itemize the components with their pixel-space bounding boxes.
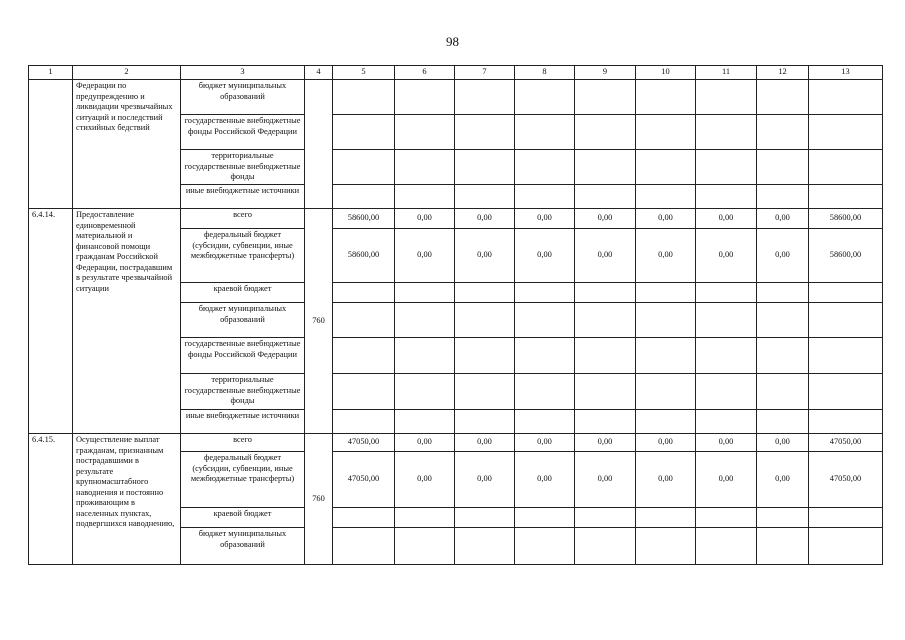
funding-source: государственные внебюджетные фонды Российской Федерации [181, 338, 305, 374]
funding-source: бюджет муниципальных образований [181, 80, 305, 115]
funding-source: территориальные государственные внебюджетные фонды [181, 374, 305, 410]
value-cell: 0,00 [395, 434, 455, 452]
column-header: 13 [809, 66, 883, 80]
funding-source: всего [181, 209, 305, 229]
column-header: 10 [636, 66, 696, 80]
column-header: 6 [395, 66, 455, 80]
column-header: 2 [73, 66, 181, 80]
value-cell: 0,00 [636, 434, 696, 452]
value-cell: 58600,00 [333, 229, 395, 283]
value-cell: 0,00 [757, 209, 809, 229]
funding-source: краевой бюджет [181, 283, 305, 303]
item-number-cell [29, 80, 73, 209]
value-cell: 0,00 [575, 434, 636, 452]
funding-source: иные внебюджетные источники [181, 410, 305, 434]
table-row [29, 80, 883, 115]
code-cell: 760 [305, 434, 333, 565]
value-cell: 0,00 [757, 452, 809, 508]
code-cell [305, 80, 333, 209]
value-cell: 0,00 [395, 452, 455, 508]
value-cell: 0,00 [455, 209, 515, 229]
value-cell: 0,00 [575, 229, 636, 283]
column-header: 9 [575, 66, 636, 80]
item-description: Предоставление единовременной материальной и финансовой помощи гражданам Российской Федерации, пострадавшим в результате чрезвычайной ситуации [73, 209, 181, 434]
value-cell: 0,00 [696, 452, 757, 508]
column-number-row [29, 66, 883, 80]
column-header: 8 [515, 66, 575, 80]
value-cell: 0,00 [636, 209, 696, 229]
value-cell: 58600,00 [809, 229, 883, 283]
column-header: 3 [181, 66, 305, 80]
value-cell: 58600,00 [333, 209, 395, 229]
value-cell: 0,00 [575, 209, 636, 229]
budget-table [28, 65, 883, 565]
funding-source: федеральный бюджет (субсидии, субвенции, иные межбюджетные трансферты) [181, 452, 305, 508]
item-description: Осуществление выплат гражданам, признанным пострадавшими в результате крупномасштабного наводнения и постоянно проживающим в населенных пунктах, подвергшихся наводнению, [73, 434, 181, 565]
value-cell: 58600,00 [809, 209, 883, 229]
value-cell: 0,00 [515, 229, 575, 283]
funding-source: территориальные государственные внебюджетные фонды [181, 150, 305, 185]
value-cell: 0,00 [757, 229, 809, 283]
funding-source: бюджет муниципальных образований [181, 303, 305, 338]
value-cell: 0,00 [455, 452, 515, 508]
value-cell: 0,00 [455, 229, 515, 283]
value-cell: 0,00 [515, 452, 575, 508]
table-row [29, 434, 883, 452]
item-number: 6.4.15. [29, 434, 73, 565]
value-cell: 47050,00 [809, 452, 883, 508]
page-number: 98 [446, 34, 459, 49]
funding-source: бюджет муниципальных образований [181, 528, 305, 565]
value-cell: 0,00 [757, 434, 809, 452]
value-cell: 0,00 [515, 209, 575, 229]
table-row [29, 209, 883, 229]
column-header: 5 [333, 66, 395, 80]
value-cell: 0,00 [515, 434, 575, 452]
value-cell: 0,00 [696, 209, 757, 229]
column-header: 1 [29, 66, 73, 80]
value-cell: 47050,00 [333, 452, 395, 508]
value-cell: 0,00 [636, 452, 696, 508]
column-header: 12 [757, 66, 809, 80]
item-description: Федерации по предупреждению и ликвидации чрезвычайных ситуаций и последствий стихийных бедствий [73, 80, 181, 209]
value-cell: 0,00 [395, 209, 455, 229]
value-cell: 0,00 [575, 452, 636, 508]
funding-source: всего [181, 434, 305, 452]
value-cell: 0,00 [455, 434, 515, 452]
value-cell: 0,00 [636, 229, 696, 283]
funding-source: краевой бюджет [181, 508, 305, 528]
item-number: 6.4.14. [29, 209, 73, 434]
column-header: 4 [305, 66, 333, 80]
code-cell: 760 [305, 209, 333, 434]
column-header: 11 [696, 66, 757, 80]
value-cell: 0,00 [395, 229, 455, 283]
value-cell: 0,00 [696, 434, 757, 452]
value-cell: 47050,00 [809, 434, 883, 452]
value-cell: 0,00 [696, 229, 757, 283]
column-header: 7 [455, 66, 515, 80]
funding-source: федеральный бюджет (субсидии, субвенции, иные межбюджетные трансферты) [181, 229, 305, 283]
funding-source: иные внебюджетные источники [181, 185, 305, 209]
value-cell: 47050,00 [333, 434, 395, 452]
funding-source: государственные внебюджетные фонды Российской Федерации [181, 115, 305, 150]
